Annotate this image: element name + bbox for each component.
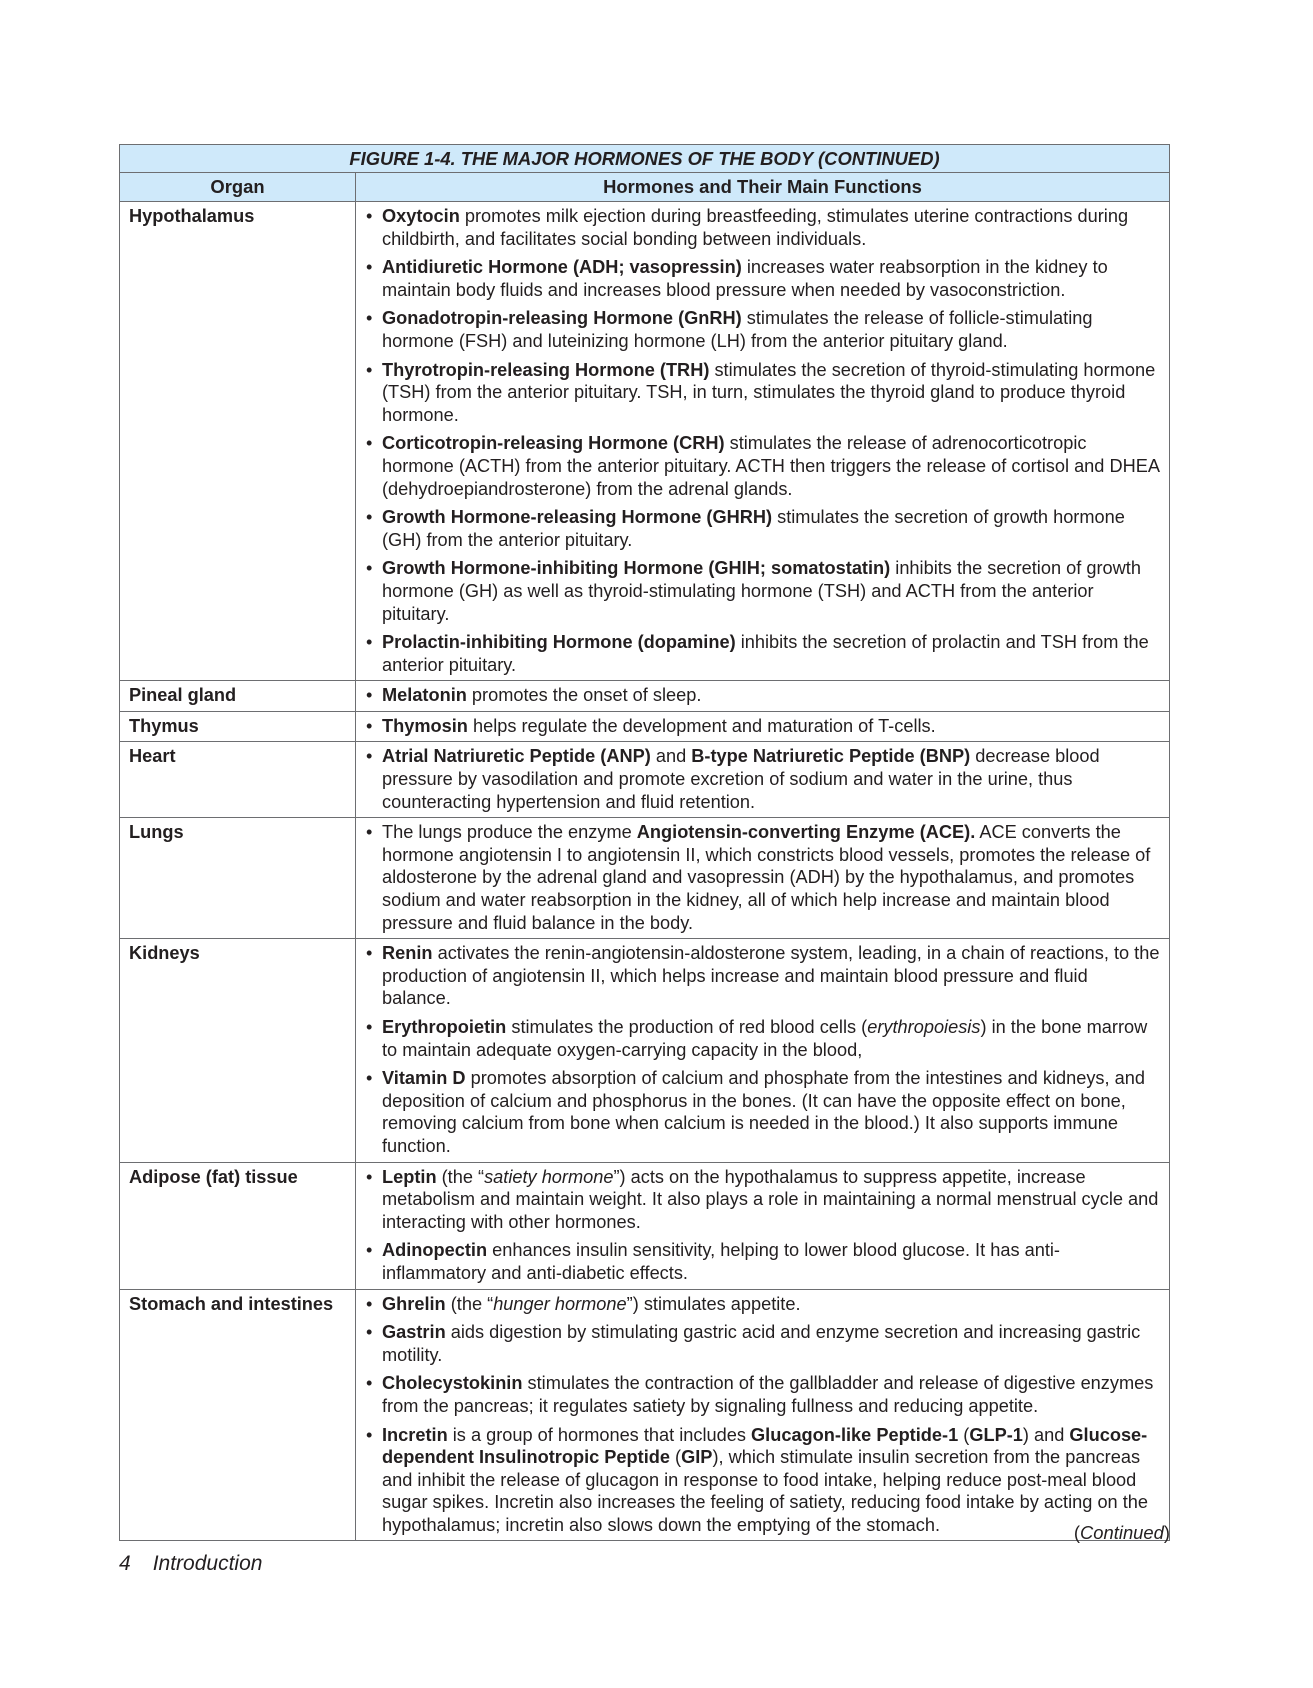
bullet-icon: • [366,1068,373,1089]
description-text: inhibits the secretion of prolactin and TSH from the anterior pituitary. [382,632,1149,675]
description-text: is a group of hormones that includes [447,1424,752,1445]
hormone-list-item [364,1372,1161,1417]
bullet-icon: • [366,1293,373,1314]
functions-cell [356,818,1170,939]
hormone-description [382,359,1161,427]
description-text: helps regulate the development and maturation of T-cells. [467,715,936,736]
table-row [120,202,1170,681]
description-text: ( [958,1424,970,1445]
hormone-description [382,1166,1161,1234]
hormone-description [382,1293,1161,1316]
column-header-organ: Organ [120,173,356,202]
page-number: 4 [119,1552,131,1575]
hormone-description [382,557,1161,625]
hormone-list-item [364,205,1161,250]
description-text: aids digestion by stimulating gastric acid and enzyme secretion and increasing gastric motility. [382,1322,1141,1365]
bullet-icon: • [366,822,373,843]
organ-cell: Lungs [120,818,356,939]
description-text: promotes the onset of sleep. [466,685,702,706]
description-text: (the “ [445,1293,494,1314]
bullet-icon: • [366,507,373,528]
continued-label: Continued [1080,1522,1164,1543]
table-row [120,681,1170,712]
hormone-list-item [364,359,1161,427]
hormone-name: Thymosin [382,715,468,736]
continued-note [1074,1522,1170,1544]
hormone-list-item [364,256,1161,301]
table-title-row [120,145,1170,173]
hormone-name: Glucose-dependent Insulinotropic Peptide [382,1424,1148,1468]
description-text: stimulates the secretion of thyroid-stimulating hormone (TSH) from the anterior pituitary. TSH, in turn, stimulates the thyroid gland to produce thyroid hormone. [382,359,1156,425]
bullet-icon: • [366,308,373,329]
organ-cell: Thymus [120,711,356,742]
emphasis-text: hunger hormone [493,1293,627,1314]
organ-cell: Stomach and intestines [120,1289,356,1541]
hormone-list-item [364,1067,1161,1157]
description-text: ACE converts the hormone angiotensin I to angiotensin II, which constricts blood vessels, promotes the release of aldosterone by the adrenal gland and vasopressin (ADH) by the hypothalamus, and promotes sodium and water reabsorption in the kidney, all of which help increase and maintain blood pressure and fluid balance in the body. [382,822,1151,933]
hormone-description [382,307,1161,352]
description-text: promotes absorption of calcium and phosphate from the intestines and kidneys, and deposition of calcium and phosphorus in the bones. (It can have the opposite effect on bone, removing calcium from bone when calcium is needed in the blood.) It also supports immune function. [382,1068,1145,1156]
hormone-name: Prolactin-inhibiting Hormone (dopamine) [382,632,736,653]
table-row [120,1289,1170,1541]
table-row [120,818,1170,939]
hormone-description [382,1016,1161,1061]
description-text: ) in the bone marrow to maintain adequate oxygen-carrying capacity in the blood, [382,1017,1148,1060]
hormone-description [382,715,1161,738]
hormone-list-item [364,821,1161,934]
description-text: decrease blood pressure by vasodilation and promote excretion of sodium and water in the urine, thus counteracting hypertension and fluid retention. [382,746,1100,812]
hormone-description [382,506,1161,551]
hormone-description [382,432,1161,500]
hormone-list-item [364,684,1161,707]
hormone-name: GLP-1 [969,1424,1023,1445]
bullet-icon: • [366,1017,373,1037]
hormone-list-item [364,631,1161,676]
functions-cell [356,1289,1170,1541]
hormone-list-item [364,557,1161,625]
functions-cell [356,1162,1170,1289]
hormone-name: GIP [681,1447,713,1468]
description-text: inhibits the secretion of growth hormone (GH) as well as thyroid-stimulating hormone (TSH) and ACTH from the anterior pituitary. [382,558,1141,624]
bullet-icon: • [366,433,373,454]
hormones-table [119,144,1170,1541]
bullet-icon: • [366,1373,373,1394]
hormone-name: Corticotropin-releasing Hormone (CRH) [382,433,725,454]
hormone-name: Gastrin [382,1322,446,1343]
hormone-description [382,684,1161,707]
hormone-description [382,821,1161,934]
hormone-description [382,205,1161,250]
emphasis-text: erythropoiesis [867,1017,981,1037]
hormone-name: Leptin [382,1166,437,1187]
bullet-icon: • [366,685,373,706]
hormone-description [382,745,1161,813]
bullet-icon: • [366,1166,373,1187]
description-text: ”) acts on the hypothalamus to suppress appetite, increase metabolism and maintain weight. It also plays a role in maintaining a normal menstrual cycle and interacting with other hormones. [382,1166,1159,1232]
hormone-name: Incretin [382,1424,448,1445]
hormone-name: Growth Hormone-releasing Hormone (GHRH) [382,507,773,528]
description-text: enhances insulin sensitivity, helping to lower blood glucose. It has anti-inflammatory and anti-diabetic effects. [382,1240,1060,1283]
description-text: stimulates the release of follicle-stimulating hormone (FSH) and luteinizing hormone (LH) from the anterior pituitary gland. [382,308,1093,351]
hormone-description [382,1067,1161,1157]
hormone-description [382,256,1161,301]
hormone-name: Adinopectin [382,1240,488,1261]
functions-cell [356,742,1170,818]
hormone-description [382,1372,1161,1417]
hormone-name: Cholecystokinin [382,1373,523,1394]
description-text: The lungs produce the enzyme [382,822,637,843]
description-text: promotes milk ejection during breastfeeding, stimulates uterine contractions during childbirth, and facilitates social bonding between individuals. [382,206,1129,249]
table-row [120,1162,1170,1289]
hormone-list-item [364,715,1161,738]
organ-cell: Hypothalamus [120,202,356,681]
page-footer [119,1552,262,1576]
description-text: stimulates the release of adrenocorticotropic hormone (ACTH) from the anterior pituitary. ACTH then triggers the release of cortisol and DHEA (dehydroepiandrosterone) from the adrenal glands. [382,433,1159,499]
functions-cell [356,939,1170,1162]
table-row [120,742,1170,818]
organ-cell: Adipose (fat) tissue [120,1162,356,1289]
hormone-list-item [364,1321,1161,1366]
hormone-description [382,1239,1161,1284]
hormone-list-item [364,942,1161,1010]
hormone-name: Glucagon-like Peptide-1 [751,1424,959,1445]
hormone-list-item [364,1239,1161,1284]
hormone-name: Oxytocin [382,206,460,226]
hormone-description [382,1321,1161,1366]
continued-close-paren: ) [1163,1522,1170,1543]
bullet-icon: • [366,632,373,653]
organ-cell: Pineal gland [120,681,356,712]
hormone-list-item [364,745,1161,813]
hormone-list-item [364,506,1161,551]
table-row [120,711,1170,742]
column-header-functions: Hormones and Their Main Functions [356,173,1170,202]
bullet-icon: • [366,206,373,226]
hormone-name: B-type Natriuretic Peptide (BNP) [691,746,971,767]
hormone-name: Renin [382,943,433,964]
description-text: stimulates the production of red blood cells ( [506,1017,868,1037]
description-text: (the “ [436,1166,485,1187]
bullet-icon: • [366,1240,373,1261]
hormone-description [382,631,1161,676]
hormone-name: Antidiuretic Hormone (ADH; vasopressin) [382,257,742,278]
hormone-list-item [364,307,1161,352]
hormone-name: Growth Hormone-inhibiting Hormone (GHIH; somatostatin) [382,558,891,579]
hormone-list-item [364,1016,1161,1061]
bullet-icon: • [366,558,373,579]
organ-cell: Kidneys [120,939,356,1162]
bullet-icon: • [366,715,373,736]
description-text: ”) stimulates appetite. [626,1293,801,1314]
description-text: stimulates the contraction of the gallbladder and release of digestive enzymes from the pancreas; it regulates satiety by signaling fullness and reducing appetite. [382,1373,1154,1416]
section-name: Introduction [152,1552,263,1575]
hormone-description [382,942,1161,1010]
table-header-row [120,173,1170,202]
description-text: increases water reabsorption in the kidney to maintain body fluids and increases blood pressure when needed by vasoconstriction. [382,257,1108,300]
hormone-description [382,1424,1161,1537]
hormone-name: Erythropoietin [382,1017,507,1037]
hormone-name: Atrial Natriuretic Peptide (ANP) [382,746,651,767]
description-text: ), which stimulate insulin secretion from the pancreas and inhibit the release of glucagon in response to food intake, helping reduce post-meal blood sugar spikes. Incretin also increases the feeling of satiety, reducing food intake by acting on the hypothalamus; incretin also slows down the emptying of the stomach. [382,1447,1149,1535]
bullet-icon: • [366,359,373,380]
bullet-icon: • [366,746,373,767]
hormone-name: Angiotensin-converting Enzyme (ACE). [636,822,976,843]
description-text: ) and [1022,1424,1070,1445]
hormone-name: Thyrotropin-releasing Hormone (TRH) [382,359,710,380]
table-body [120,202,1170,1541]
emphasis-text: satiety hormone [484,1166,614,1187]
hormone-list-item [364,1424,1161,1537]
bullet-icon: • [366,943,373,964]
description-text: ( [669,1447,682,1468]
hormone-name: Melatonin [382,685,467,706]
figure-title: FIGURE 1-4. THE MAJOR HORMONES OF THE BODY (CONTINUED) [120,145,1170,173]
bullet-icon: • [366,257,373,278]
bullet-icon: • [366,1424,373,1445]
description-text: activates the renin-angiotensin-aldosterone system, leading, in a chain of reactions, to the production of angiotensin II, which helps increase and maintain blood pressure and fluid balance. [382,943,1160,1009]
organ-cell: Heart [120,742,356,818]
hormone-list-item [364,1293,1161,1316]
continued-open-paren: ( [1073,1522,1081,1543]
table-row [120,939,1170,1162]
functions-cell [356,202,1170,681]
functions-cell [356,711,1170,742]
bullet-icon: • [366,1322,373,1343]
functions-cell [356,681,1170,712]
hormone-name: Gonadotropin-releasing Hormone (GnRH) [382,308,742,329]
hormone-list-item [364,432,1161,500]
description-text: stimulates the secretion of growth hormone (GH) from the anterior pituitary. [382,507,1125,550]
hormone-name: Ghrelin [382,1293,446,1314]
hormone-list-item [364,1166,1161,1234]
hormone-name: Vitamin D [382,1068,466,1089]
description-text: and [650,746,692,767]
